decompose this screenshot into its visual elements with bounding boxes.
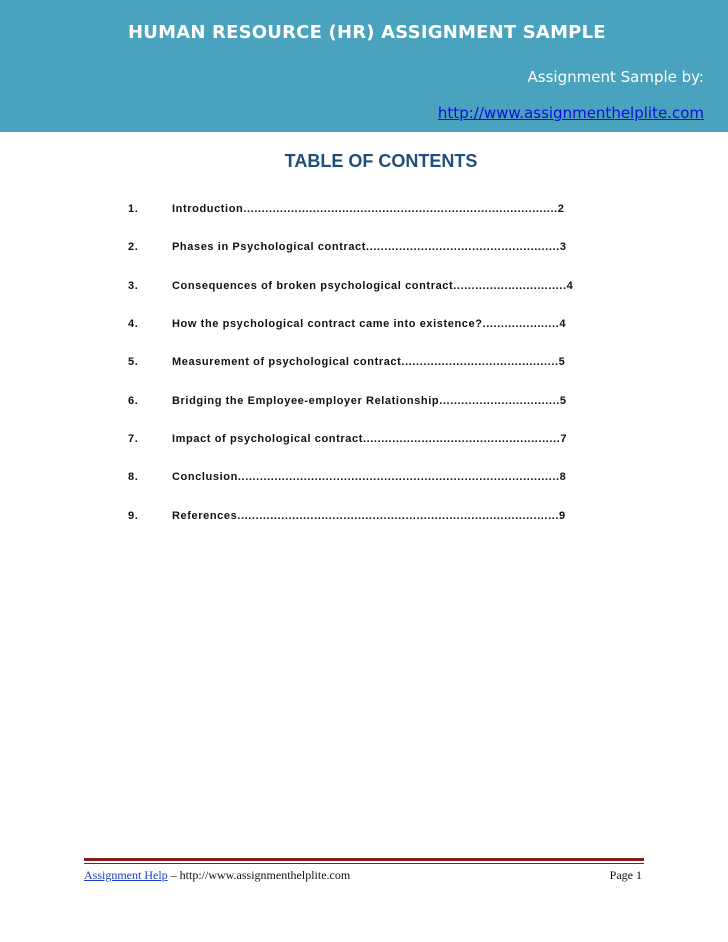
- toc-entry-text: Bridging the Employee-employer Relationship.................................5: [172, 395, 567, 407]
- toc-entry-bridging[interactable]: [0, 395, 728, 415]
- toc-entry-number: 5.: [128, 356, 139, 368]
- toc-entry-phases[interactable]: [0, 241, 728, 261]
- footer-divider: [84, 858, 644, 861]
- toc-entry-consequences[interactable]: [0, 280, 728, 300]
- toc-entry-number: 9.: [128, 510, 139, 522]
- document-title: HUMAN RESOURCE (HR) ASSIGNMENT SAMPLE: [128, 22, 606, 43]
- toc-entry-conclusion[interactable]: [0, 471, 728, 491]
- toc-entry-number: 2.: [128, 241, 139, 253]
- website-link[interactable]: http://www.assignmenthelplite.com: [437, 104, 704, 122]
- toc-entry-text: Consequences of broken psychological contract...............................4: [172, 280, 574, 292]
- toc-entry-existence[interactable]: [0, 318, 728, 338]
- toc-entry-text: References........................................................................................9: [172, 510, 566, 522]
- sample-by-label: Assignment Sample by:: [527, 68, 704, 86]
- toc-entry-text: How the psychological contract came into existence?.....................4: [172, 318, 567, 330]
- toc-entry-number: 3.: [128, 280, 139, 292]
- toc-entry-number: 4.: [128, 318, 139, 330]
- toc-entry-measurement[interactable]: [0, 356, 728, 376]
- footer-url: – http://www.assignmenthelplite.com: [167, 868, 351, 882]
- assignment-help-link[interactable]: Assignment Help: [84, 868, 168, 882]
- footer-divider-thin: [84, 863, 644, 864]
- toc-heading: TABLE OF CONTENTS: [284, 151, 478, 171]
- toc-entry-text: Measurement of psychological contract...........................................5: [172, 356, 566, 368]
- toc-entry-number: 6.: [128, 395, 139, 407]
- toc-entry-text: Conclusion........................................................................................8: [172, 471, 567, 483]
- toc-entry-number: 1.: [128, 203, 139, 215]
- toc-entry-text: Phases in Psychological contract.....................................................3: [172, 241, 567, 253]
- toc-entry-impact[interactable]: [0, 433, 728, 453]
- toc-entry-number: 7.: [128, 433, 139, 445]
- toc-entry-text: Impact of psychological contract......................................................7: [172, 433, 568, 445]
- toc-entry-number: 8.: [128, 471, 139, 483]
- toc-entry-introduction[interactable]: [0, 203, 728, 223]
- footer-text: [84, 868, 350, 883]
- toc-entry-text: Introduction......................................................................................2: [172, 203, 565, 215]
- toc-entry-references[interactable]: [0, 510, 728, 530]
- page-number: Page 1: [609, 868, 642, 882]
